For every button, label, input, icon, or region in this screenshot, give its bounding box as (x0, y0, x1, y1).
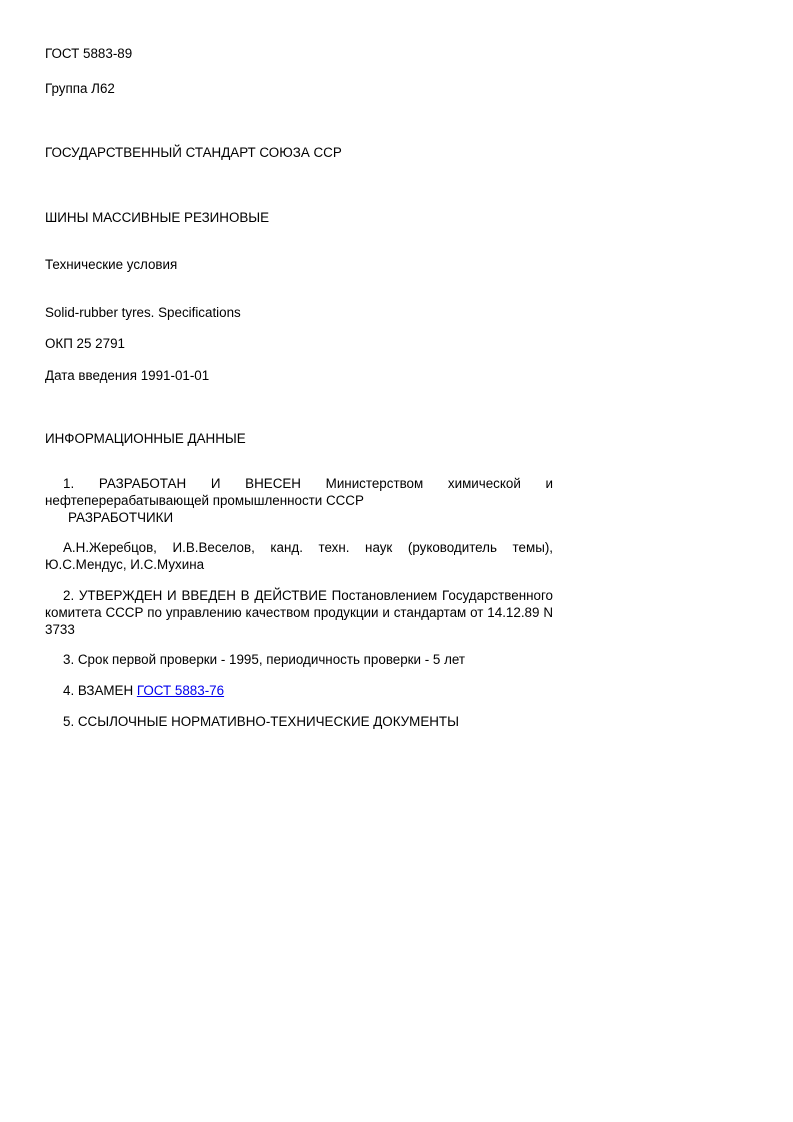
replaced-standard-link[interactable]: ГОСТ 5883-76 (136, 683, 225, 698)
info-heading: ИНФОРМАЦИОННЫЕ ДАННЫЕ (45, 431, 246, 446)
info-item-4 (45, 682, 553, 699)
standard-name: ШИНЫ МАССИВНЫЕ РЕЗИНОВЫЕ (45, 210, 270, 225)
standard-subtitle: Технические условия (45, 257, 178, 272)
info-item-2: 2. УТВЕРЖДЕН И ВВЕДЕН В ДЕЙСТВИЕ Постановлением Государственного комитета СССР по управлению качеством продукции и стандартам от 14.12.89 N 3733 (45, 588, 553, 637)
info-item-5: 5. ССЫЛОЧНЫЕ НОРМАТИВНО-ТЕХНИЧЕСКИЕ ДОКУМЕНТЫ (63, 714, 459, 729)
info-item-4-prefix: 4. ВЗАМЕН (63, 683, 137, 698)
okp-code: ОКП 25 2791 (45, 336, 125, 351)
english-title: Solid-rubber tyres. Specifications (45, 305, 241, 320)
developers-heading: РАЗРАБОТЧИКИ (68, 510, 174, 525)
info-item-1 (45, 475, 553, 526)
doc-number: ГОСТ 5883-89 (45, 46, 133, 61)
intro-date: Дата введения 1991-01-01 (45, 368, 210, 383)
doc-group: Группа Л62 (45, 81, 115, 96)
issuer-title: ГОСУДАРСТВЕННЫЙ СТАНДАРТ СОЮЗА ССР (45, 145, 342, 160)
info-item-1-text: 1. РАЗРАБОТАН И ВНЕСЕН Министерством химической и нефтеперерабатывающей промышленности СССР (45, 476, 553, 508)
info-item-3: 3. Срок первой проверки - 1995, периодичность проверки - 5 лет (63, 652, 466, 667)
developers-list: А.Н.Жеребцов, И.В.Веселов, канд. техн. наук (руководитель темы), Ю.С.Мендус, И.С.Мухина (45, 540, 553, 572)
